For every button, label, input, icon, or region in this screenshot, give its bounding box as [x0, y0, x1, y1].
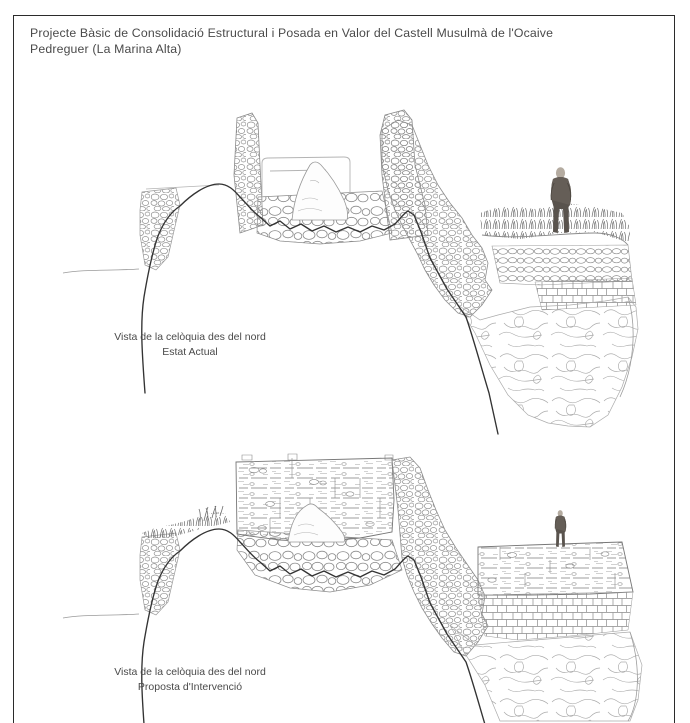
left-tower-ruin	[234, 113, 263, 233]
elevation-current-state-drawing	[30, 85, 680, 430]
left-rubble-wall	[140, 533, 180, 615]
left-rubble-wall	[140, 188, 180, 270]
figure2-caption-line1: Vista de la celòquia des del nord	[114, 666, 266, 678]
page-title-line1: Projecte Bàsic de Consolidació Estructural i Posada en Valor del Castell Musulmà de l'Ocaive	[30, 26, 554, 40]
restored-wall-right	[478, 542, 633, 595]
figure1-caption-line1: Vista de la celòquia des del nord	[114, 331, 266, 343]
figure2-caption-line2: Proposta d'Intervenció	[137, 680, 243, 693]
ground-line-left	[63, 269, 139, 273]
figure2-caption	[60, 665, 320, 694]
figure1-caption	[60, 330, 320, 359]
cliff-face	[458, 297, 638, 427]
block-course-band	[478, 592, 633, 640]
grass-crest	[142, 512, 230, 538]
page-title-line2: Pedreguer (La Marina Alta)	[30, 42, 182, 56]
ground-line-left	[63, 614, 139, 618]
person-figure	[555, 510, 566, 547]
page-title	[30, 25, 630, 57]
figure1-caption-line2: Estat Actual	[162, 345, 218, 358]
